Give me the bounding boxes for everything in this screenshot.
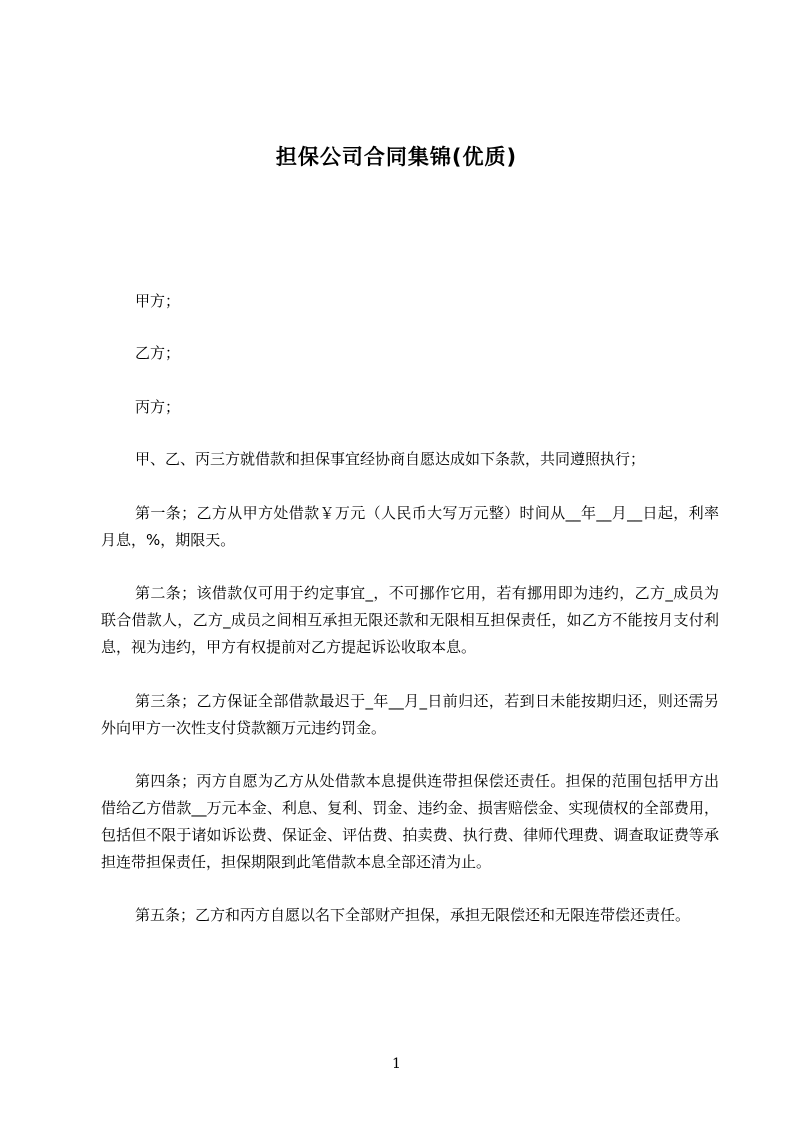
preamble-paragraph: 甲、乙、丙三方就借款和担保事宜经协商自愿达成如下条款，共同遵照执行； xyxy=(135,450,646,468)
page-number: 1 xyxy=(392,1056,401,1072)
article-1: 第一条；乙方从甲方处借款￥万元（人民币大写万元整）时间从__年__月__日起，利率月息，%，期限天。 xyxy=(101,504,719,549)
party-a-line: 甲方； xyxy=(135,292,181,310)
party-b-line: 乙方； xyxy=(135,344,181,362)
party-c-line: 丙方； xyxy=(135,398,181,416)
article-3: 第三条；乙方保证全部借款最迟于_年__月_日前归还，若到日未能按期归还，则还需另外向甲方一次性支付贷款额万元违约罚金。 xyxy=(101,692,719,737)
article-4: 第四条；丙方自愿为乙方从处借款本息提供连带担保偿还责任。担保的范围包括甲方出借给乙方借款__万元本金、利息、复利、罚金、违约金、损害赔偿金、实现债权的全部费用，包括但不限于诸如诉讼费、保证金、评估费、拍卖费、执行费、律师代理费、调查取证费等承担连带担保责任，担保期限到此笔借款本息全部还清为止。 xyxy=(101,772,719,871)
document-title: 担保公司合同集锦(优质) xyxy=(275,145,518,169)
article-5: 第五条；乙方和丙方自愿以名下全部财产担保，承担无限偿还和无限连带偿还责任。 xyxy=(135,906,691,924)
article-2: 第二条；该借款仅可用于约定事宜_，不可挪作它用，若有挪用即为违约，乙方_成员为联合借款人，乙方_成员之间相互承担无限还款和无限相互担保责任，如乙方不能按月支付利息，视为违约，甲方有权提前对乙方提起诉讼收取本息。 xyxy=(101,584,719,656)
